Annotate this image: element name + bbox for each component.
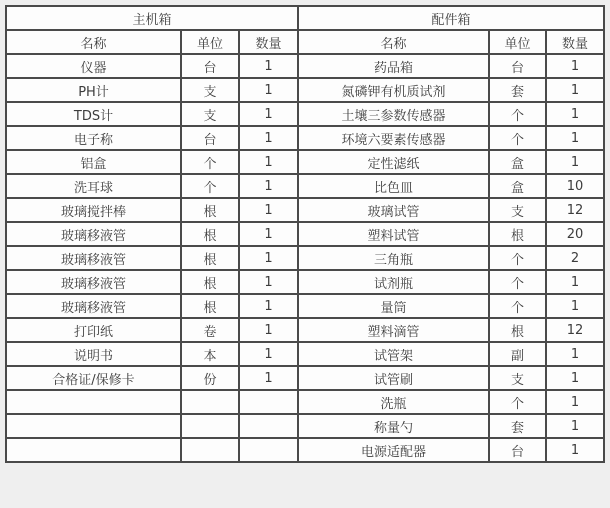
cell-name: 仪器 (6, 54, 181, 78)
table-row (6, 126, 604, 150)
cell-name: 定性滤纸 (298, 150, 489, 174)
cell-name: 称量勺 (298, 414, 489, 438)
column-header-unit-left: 单位 (181, 30, 239, 54)
table-row (6, 294, 604, 318)
cell-qty: 1 (546, 126, 604, 150)
column-header-qty-right: 数量 (546, 30, 604, 54)
column-header-qty-left: 数量 (239, 30, 298, 54)
table-row (6, 438, 604, 462)
table-row (6, 270, 604, 294)
cell-qty: 10 (546, 174, 604, 198)
cell-name (6, 390, 181, 414)
cell-qty: 20 (546, 222, 604, 246)
cell-qty: 1 (239, 126, 298, 150)
table-row (6, 366, 604, 390)
cell-unit: 本 (181, 342, 239, 366)
cell-qty: 1 (546, 150, 604, 174)
table-row (6, 246, 604, 270)
cell-unit: 卷 (181, 318, 239, 342)
cell-unit (181, 414, 239, 438)
cell-unit: 个 (489, 270, 546, 294)
cell-name: 试管架 (298, 342, 489, 366)
cell-qty: 1 (546, 78, 604, 102)
cell-name: PH计 (6, 78, 181, 102)
cell-unit: 根 (181, 222, 239, 246)
cell-name: 玻璃移液管 (6, 294, 181, 318)
cell-unit: 副 (489, 342, 546, 366)
cell-name: 量筒 (298, 294, 489, 318)
cell-qty: 1 (239, 150, 298, 174)
column-header-name-right: 名称 (298, 30, 489, 54)
cell-qty: 1 (239, 270, 298, 294)
cell-unit (181, 438, 239, 462)
cell-unit: 台 (181, 54, 239, 78)
cell-name (6, 438, 181, 462)
cell-qty: 1 (546, 270, 604, 294)
cell-unit: 根 (181, 294, 239, 318)
cell-name: 合格证/保修卡 (6, 366, 181, 390)
cell-unit: 根 (181, 198, 239, 222)
cell-name: 洗耳球 (6, 174, 181, 198)
cell-qty: 1 (239, 174, 298, 198)
cell-unit: 根 (489, 222, 546, 246)
cell-unit: 盒 (489, 150, 546, 174)
cell-name: 玻璃搅拌棒 (6, 198, 181, 222)
cell-unit: 根 (181, 270, 239, 294)
table-row (6, 78, 604, 102)
cell-unit: 台 (489, 438, 546, 462)
table-body (6, 54, 604, 462)
cell-unit: 支 (181, 78, 239, 102)
cell-unit: 根 (181, 246, 239, 270)
table-row (6, 102, 604, 126)
cell-name: 电源适配器 (298, 438, 489, 462)
cell-qty: 1 (239, 366, 298, 390)
table-row (6, 54, 604, 78)
cell-name: 电子称 (6, 126, 181, 150)
table-row (6, 318, 604, 342)
cell-unit: 台 (181, 126, 239, 150)
cell-name: 玻璃移液管 (6, 246, 181, 270)
cell-qty: 1 (239, 342, 298, 366)
cell-unit: 套 (489, 78, 546, 102)
cell-qty: 12 (546, 318, 604, 342)
column-header-row (6, 30, 604, 54)
cell-unit: 个 (489, 102, 546, 126)
cell-name: 洗瓶 (298, 390, 489, 414)
cell-name: 塑料滴管 (298, 318, 489, 342)
cell-name: 土壤三参数传感器 (298, 102, 489, 126)
table-row (6, 198, 604, 222)
cell-unit: 份 (181, 366, 239, 390)
cell-name: 说明书 (6, 342, 181, 366)
table-row (6, 174, 604, 198)
cell-qty: 1 (239, 246, 298, 270)
cell-unit: 套 (489, 414, 546, 438)
cell-unit: 支 (489, 198, 546, 222)
cell-unit: 盒 (489, 174, 546, 198)
cell-qty: 2 (546, 246, 604, 270)
main-box-title: 主机箱 (6, 6, 298, 30)
cell-qty: 1 (239, 78, 298, 102)
cell-qty (239, 438, 298, 462)
cell-name: 环境六要素传感器 (298, 126, 489, 150)
cell-name: 玻璃试管 (298, 198, 489, 222)
cell-name: 试剂瓶 (298, 270, 489, 294)
cell-qty: 1 (546, 414, 604, 438)
table-row (6, 390, 604, 414)
cell-name: 比色皿 (298, 174, 489, 198)
cell-qty: 1 (239, 294, 298, 318)
cell-unit: 支 (489, 366, 546, 390)
table-row (6, 222, 604, 246)
cell-name: 铝盒 (6, 150, 181, 174)
cell-unit: 个 (489, 294, 546, 318)
cell-unit (181, 390, 239, 414)
cell-qty: 1 (546, 366, 604, 390)
cell-unit: 个 (489, 126, 546, 150)
cell-qty: 1 (546, 390, 604, 414)
cell-qty (239, 414, 298, 438)
cell-unit: 个 (489, 390, 546, 414)
cell-name: 塑料试管 (298, 222, 489, 246)
cell-qty: 1 (239, 54, 298, 78)
cell-qty (239, 390, 298, 414)
accessory-box-title: 配件箱 (298, 6, 604, 30)
cell-name: 打印纸 (6, 318, 181, 342)
cell-qty: 12 (546, 198, 604, 222)
cell-qty: 1 (546, 342, 604, 366)
section-title-row (6, 6, 604, 30)
cell-name: 药品箱 (298, 54, 489, 78)
cell-name: 三角瓶 (298, 246, 489, 270)
cell-qty: 1 (546, 102, 604, 126)
cell-qty: 1 (239, 198, 298, 222)
cell-unit: 支 (181, 102, 239, 126)
cell-name: 氮磷钾有机质试剂 (298, 78, 489, 102)
cell-qty: 1 (239, 222, 298, 246)
cell-unit: 个 (181, 150, 239, 174)
packing-list-table (5, 5, 605, 463)
cell-qty: 1 (239, 102, 298, 126)
cell-qty: 1 (546, 54, 604, 78)
cell-unit: 台 (489, 54, 546, 78)
table-row (6, 150, 604, 174)
cell-name: 玻璃移液管 (6, 270, 181, 294)
cell-name: 试管刷 (298, 366, 489, 390)
cell-unit: 个 (181, 174, 239, 198)
column-header-unit-right: 单位 (489, 30, 546, 54)
table-row (6, 342, 604, 366)
table-row (6, 414, 604, 438)
cell-name (6, 414, 181, 438)
cell-unit: 个 (489, 246, 546, 270)
cell-qty: 1 (546, 438, 604, 462)
cell-qty: 1 (546, 294, 604, 318)
cell-qty: 1 (239, 318, 298, 342)
cell-name: TDS计 (6, 102, 181, 126)
cell-unit: 根 (489, 318, 546, 342)
cell-name: 玻璃移液管 (6, 222, 181, 246)
column-header-name-left: 名称 (6, 30, 181, 54)
